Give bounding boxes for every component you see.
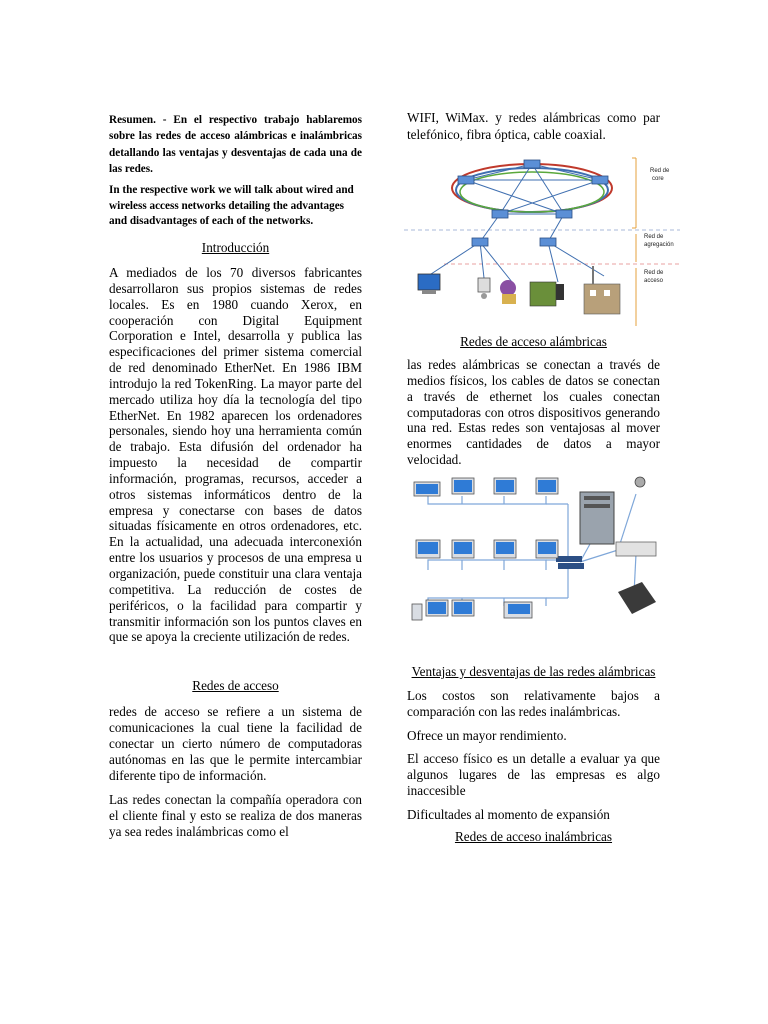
right-column	[407, 110, 674, 845]
printer	[616, 542, 656, 556]
advantages-heading: Ventajas y desventajas de las redes alámbricas	[411, 663, 656, 679]
access-paragraph-2-continued: WIFI, WiMax. y redes alámbricas como par telefónico, fibra óptica, cable coaxial.	[407, 110, 660, 142]
access-heading: Redes de acceso	[192, 678, 279, 694]
network-switch	[558, 563, 584, 569]
router	[618, 582, 656, 614]
intro-heading: Introducción	[201, 239, 270, 255]
wired-network-diagram	[404, 474, 662, 634]
access-label-2: acceso	[644, 278, 664, 284]
wireless-heading: Redes de acceso inalámbricas	[454, 828, 613, 844]
network-switch	[556, 556, 582, 562]
advantage-item: Ofrece un mayor rendimiento.	[407, 727, 567, 743]
core-label-2: core	[652, 176, 664, 182]
access-devices	[418, 266, 620, 314]
abstract-spanish: Resumen. - En el respectivo trabajo hablaremos sobre las redes de acceso alámbricas e inalámbricas detallando las ventajas y desventajas de cada una de las redes.	[109, 114, 362, 175]
access-paragraph-2: Las redes conectan la compañía operadora con el cliente final y esto se realiza de dos maneras ya sea redes inalámbricas como el	[109, 792, 362, 840]
left-column	[109, 112, 362, 840]
aggregation-label-2: agregación	[644, 242, 674, 248]
core-label-1: Red de	[650, 168, 670, 174]
aggregation-label-1: Red de	[644, 234, 664, 240]
advantage-item: El acceso físico es un detalle a evaluar ya que algunos lugares de las empresas es algo inaccesible	[407, 751, 660, 799]
wired-paragraph: las redes alámbricas se conectan a través de medios físicos, los cables de datos se conectan a través de ethernet los cuales conectan computadoras con otros dispositivos generando una red. Estas redes son ventajosas al mover enormes cantidades de datos a mayor velocidad.	[407, 357, 660, 468]
access-network-diagram	[404, 150, 680, 328]
wired-heading: Redes de acceso alámbricas	[460, 334, 607, 349]
access-paragraph-1: redes de acceso se refiere a un sistema de comunicaciones la cual tiene la facilidad de conectar un cierto número de computadoras autónomas en las que le permite intercambiar diferente tipo de información.	[109, 704, 362, 783]
advantage-item: Los costos son relativamente bajos a comparación con las redes inalámbricas.	[407, 687, 660, 719]
intro-paragraph: A mediados de los 70 diversos fabricantes desarrollaron sus propios sistemas de redes locales. Es en 1980 cuando Xerox, en cooperación con Digital Equipment Corporation e Intel, desarrolla y publica las especificaciones del primer sistema comercial de red denominado EtherNet. En 1986 IBM introdujo la red TokenRing. La mayor parte del mercado utiliza hoy día la tecnología del tipo EtherNet. En 1982 aparecen los ordenadores personales, siendo hoy una herramienta común de trabajo. Esta difusión del ordenador ha impuesto la necesidad de compartir información, programas, recursos, acceder a otros sistemas informáticos dentro de la empresa y conectarse con bases de datos situadas físicamente en otros ordenadores, etc. En la actualidad, una adecuada interconexión entre los usuarios y procesos de una empresa u organización, puede constituir una clara ventaja competitiva. La reducción de costes de periféricos, o la facilidad para compartir y transmitir información son los puntos claves en que se apoya la creciente utilización de redes.	[109, 264, 362, 645]
abstract-english: In the respective work we will talk about wired and wireless access networks detailing the advantages and disadvantages of each of the networks.	[109, 184, 354, 228]
camera	[635, 477, 645, 487]
advantage-item: Dificultades al momento de expansión	[407, 806, 610, 822]
access-label-1: Red de	[644, 270, 664, 276]
